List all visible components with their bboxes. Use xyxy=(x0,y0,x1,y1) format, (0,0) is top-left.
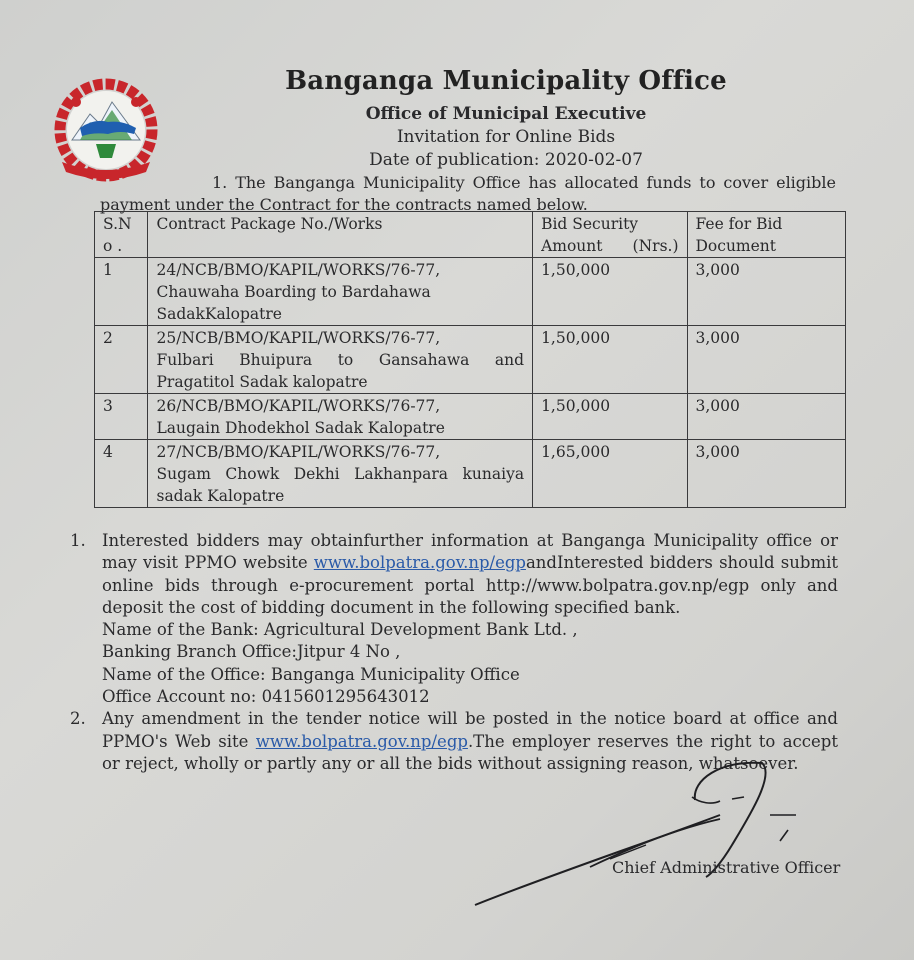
note-item xyxy=(70,530,838,708)
page-title: Banganga Municipality Office xyxy=(285,66,727,96)
bank-name: Name of the Bank: Agricultural Development Bank Ltd. , xyxy=(102,620,578,640)
row-sno: 3 xyxy=(95,394,148,440)
row-sno: 1 xyxy=(95,258,148,326)
row-package xyxy=(148,258,533,326)
row-fee: 3,000 xyxy=(687,394,846,440)
signatory-title: Chief Administrative Officer xyxy=(612,858,841,877)
bank-branch: Banking Branch Office:Jitpur 4 No , xyxy=(102,642,401,662)
notes-list xyxy=(70,530,838,775)
row-fee: 3,000 xyxy=(687,326,846,394)
row-security: 1,50,000 xyxy=(533,394,687,440)
office-subtitle: Office of Municipal Executive xyxy=(365,104,647,124)
note-text: Any amendment in the tender notice will be posted in the notice board at office and PPMO's Web site www.bolpatra.gov.np/egp.The employer reserves the right to accept or reject, wholly or partly any or all the bids without assigning reason, whatsoever. xyxy=(102,709,838,773)
note-number: 1. xyxy=(70,531,86,550)
note-number: 2. xyxy=(70,709,86,729)
header-sno: S.No . xyxy=(95,212,148,258)
header-fee: Fee for Bid Document xyxy=(687,212,846,258)
row-security: 1,50,000 xyxy=(533,326,687,394)
header-security: Bid Security Amount (Nrs.) xyxy=(533,212,687,258)
row-sno: 4 xyxy=(95,440,148,508)
row-security: 1,50,000 xyxy=(533,258,687,326)
row-package xyxy=(148,440,533,508)
nepal-emblem-logo xyxy=(50,78,162,182)
row-package xyxy=(148,326,533,394)
package-work: Fulbari Bhuipura to Gansahawa and Pragatitol Sadak kalopatre xyxy=(156,351,525,391)
package-code: 27/NCB/BMO/KAPIL/WORKS/76-77, xyxy=(156,443,441,461)
package-code: 24/NCB/BMO/KAPIL/WORKS/76-77, xyxy=(156,261,441,279)
row-fee: 3,000 xyxy=(687,258,846,326)
table-row xyxy=(95,440,846,508)
table-row xyxy=(95,258,846,326)
row-security: 1,65,000 xyxy=(533,440,687,508)
signature-scribble xyxy=(470,755,800,910)
table-row xyxy=(95,326,846,394)
package-work: Laugain Dhodekhol Sadak Kalopatre xyxy=(156,419,445,437)
package-code: 26/NCB/BMO/KAPIL/WORKS/76-77, xyxy=(156,397,441,415)
intro-text: The Banganga Municipality Office has allocated funds to cover eligible payment under the Contract for the contracts named below. xyxy=(100,173,836,214)
invitation-heading: Invitation for Online Bids xyxy=(396,127,616,147)
bolpatra-website-link[interactable]: www.bolpatra.gov.np/egp xyxy=(255,731,468,751)
table-header-row xyxy=(95,212,846,258)
package-code: 25/NCB/BMO/KAPIL/WORKS/76-77, xyxy=(156,329,441,347)
package-work: Sugam Chowk Dekhi Lakhanpara kunaiya sadak Kalopatre xyxy=(156,465,525,505)
note-text: Interested bidders may obtainfurther information at Banganga Municipality office or may visit PPMO website www.bolpatra.gov.np/egpandInterested bidders should submit online bids through e-procurement portal http://www.bolpatra.gov.np/egp only and deposit the cost of bidding document in the following specified bank. xyxy=(102,531,838,617)
contracts-table xyxy=(94,211,846,508)
row-fee: 3,000 xyxy=(687,440,846,508)
table-row xyxy=(95,394,846,440)
row-sno: 2 xyxy=(95,326,148,394)
intro-paragraph xyxy=(100,172,836,216)
office-account: Office Account no: 0415601295643012 xyxy=(102,687,430,707)
publication-date: Date of publication: 2020-02-07 xyxy=(369,150,643,170)
header-package: Contract Package No./Works xyxy=(148,212,533,258)
intro-number: 1. xyxy=(212,173,228,192)
row-package xyxy=(148,394,533,440)
office-name: Name of the Office: Banganga Municipality Office xyxy=(102,664,520,684)
package-work: Chauwaha Boarding to Bardahawa SadakKalopatre xyxy=(156,283,431,323)
bolpatra-website-link[interactable]: www.bolpatra.gov.np/egp xyxy=(313,553,526,573)
